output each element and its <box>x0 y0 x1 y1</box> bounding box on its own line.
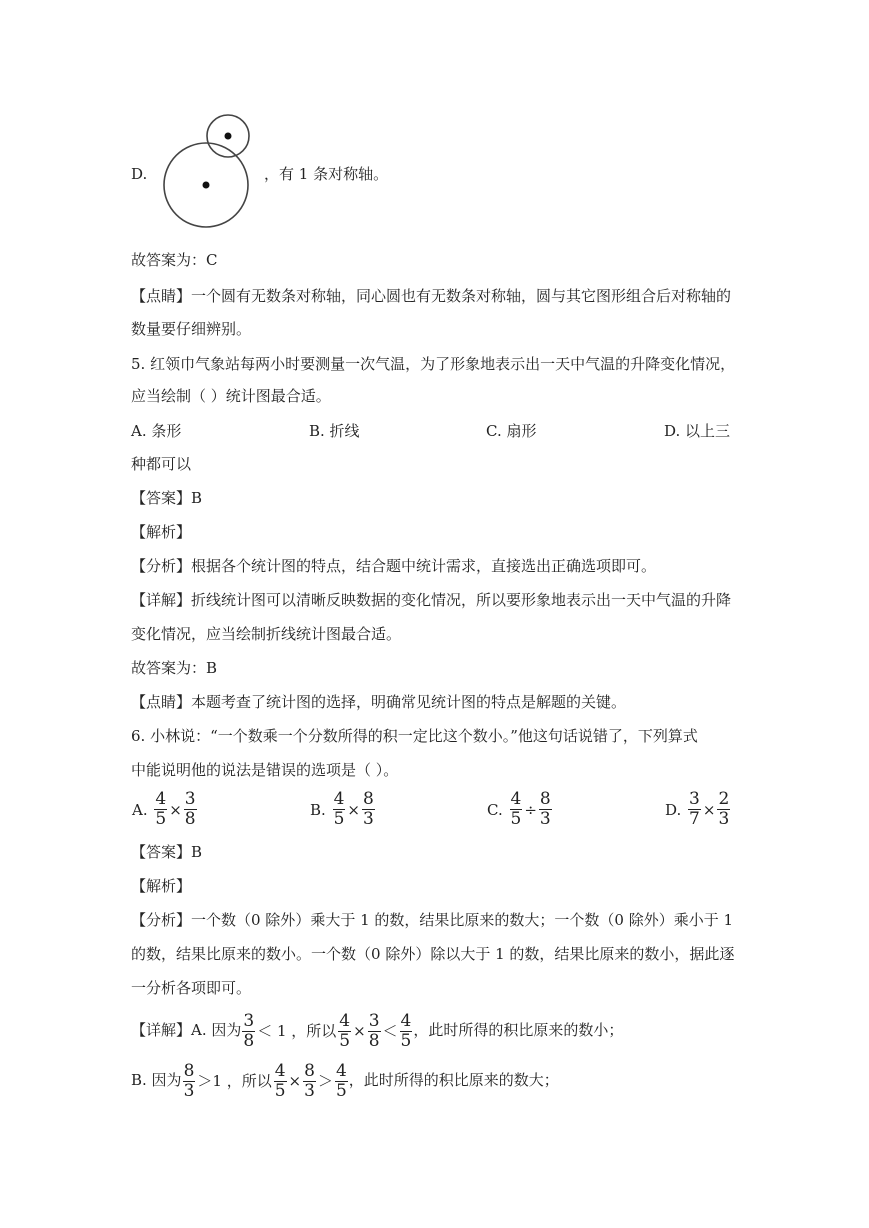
option-label: C. <box>487 800 503 819</box>
q6-analysis-line-1: 【分析】一个数（0 除外）乘大于 1 的数，结果比原来的数大；一个数（0 除外）乘小于 1 <box>131 911 734 929</box>
q5-stem-line-1: 5. 红领巾气象站每两小时要测量一次气温，为了形象地表示出一天中气温的升降变化情况， <box>131 355 736 373</box>
operator: × <box>288 1072 302 1090</box>
detail-prefix: B. 因为 <box>131 1071 182 1089</box>
q5-option-b: B. 折线 <box>309 422 360 440</box>
detail-suffix: ，此时所得的积比原来的数大； <box>348 1071 559 1089</box>
operator: × <box>169 800 182 819</box>
fraction: $\frac{4}{5}$ <box>400 1010 412 1051</box>
q5-option-a: A. 条形 <box>131 422 182 440</box>
q5-analysis-heading: 【解析】 <box>131 523 192 541</box>
operator: ÷ <box>524 800 537 819</box>
q6-option-b <box>309 790 376 829</box>
large-circle-center-dot <box>203 182 210 189</box>
comparison: ＜ 1 ，所以 <box>257 1022 337 1040</box>
q5-comment: 【点睛】本题考查了统计图的选择，明确常见统计图的特点是解题的关键。 <box>131 693 627 711</box>
option-d-label: D. <box>131 165 148 183</box>
comparison: ＞ <box>317 1072 333 1090</box>
q4-comment-line-1: 【点睛】一个圆有无数条对称轴，同心圆也有无数条对称轴，圆与其它图形组合后对称轴的 <box>131 287 732 305</box>
q6-option-d <box>664 790 731 829</box>
circles-figure <box>158 110 258 230</box>
comparison: ＞1 ，所以 <box>197 1072 272 1090</box>
q6-analysis-heading: 【解析】 <box>131 877 192 895</box>
fraction: $\frac{8}{3}$ <box>183 1060 195 1101</box>
fraction: $\frac{3}{7}$ <box>689 789 700 829</box>
q5-option-d: D. 以上三 <box>664 422 731 440</box>
operator: × <box>347 800 360 819</box>
operator: × <box>702 800 716 819</box>
q5-option-wrap: 种都可以 <box>131 455 192 473</box>
fraction: $\frac{3}{8}$ <box>243 1010 255 1051</box>
fraction: $\frac{3}{8}$ <box>368 1010 380 1051</box>
q6-stem-line-1: 6. 小林说：“一个数乘一个分数所得的积一定比这个数小。”他这句话说错了，下列算式 <box>131 727 698 745</box>
detail-prefix: 【详解】A. 因为 <box>131 1021 242 1039</box>
q4-comment-line-2: 数量要仔细辨别。 <box>131 320 252 338</box>
q5-analysis: 【分析】根据各个统计图的特点，结合题中统计需求，直接选出正确选项即可。 <box>131 557 657 575</box>
q5-option-c: C. 扇形 <box>486 422 537 440</box>
q6-detail-b <box>131 1058 559 1103</box>
option-d-tail: ，有 1 条对称轴。 <box>264 165 389 183</box>
q6-stem-line-2: 中能说明他的说法是错误的选项是（ ）。 <box>131 761 399 779</box>
q6-option-a <box>131 790 198 829</box>
q6-option-c <box>486 790 553 829</box>
q6-analysis-line-3: 一分析各项即可。 <box>131 979 252 997</box>
fraction: $\frac{4}{5}$ <box>333 789 345 829</box>
option-label: B. <box>310 800 326 819</box>
fraction: $\frac{4}{5}$ <box>339 1010 351 1051</box>
fraction: $\frac{4}{5}$ <box>155 789 167 829</box>
small-circle-center-dot <box>225 133 232 140</box>
option-label: A. <box>132 800 148 819</box>
q6-analysis-line-2: 的数，结果比原来的数小。一个数（0 除外）除以大于 1 的数，结果比原来的数小，据此逐 <box>131 945 735 963</box>
q4-answer: 故答案为：C <box>131 251 218 269</box>
fraction: $\frac{4}{5}$ <box>510 789 522 829</box>
q5-options <box>131 420 751 464</box>
fraction: $\frac{3}{8}$ <box>184 789 196 829</box>
q6-detail-a <box>131 1008 623 1053</box>
option-label: D. <box>665 800 682 819</box>
q5-stem-line-2: 应当绘制（ ）统计图最合适。 <box>131 387 331 405</box>
fraction: $\frac{4}{5}$ <box>335 1060 347 1101</box>
comparison: ＜ <box>382 1022 398 1040</box>
fraction: $\frac{8}{3}$ <box>539 789 551 829</box>
q5-detail-line-1: 【详解】折线统计图可以清晰反映数据的变化情况，所以要形象地表示出一天中气温的升降 <box>131 591 732 609</box>
q6-options <box>131 790 751 834</box>
detail-suffix: ，此时所得的积比原来的数小； <box>413 1021 624 1039</box>
q5-final-answer: 故答案为：B <box>131 659 218 677</box>
fraction: $\frac{4}{5}$ <box>274 1060 286 1101</box>
q6-answer: 【答案】B <box>131 843 203 861</box>
fraction: $\frac{8}{3}$ <box>304 1060 315 1101</box>
operator: × <box>353 1022 366 1040</box>
fraction: $\frac{2}{3}$ <box>718 789 730 829</box>
q5-detail-line-2: 变化情况，应当绘制折线统计图最合适。 <box>131 625 402 643</box>
q5-answer: 【答案】B <box>131 489 203 507</box>
fraction: $\frac{8}{3}$ <box>362 789 374 829</box>
